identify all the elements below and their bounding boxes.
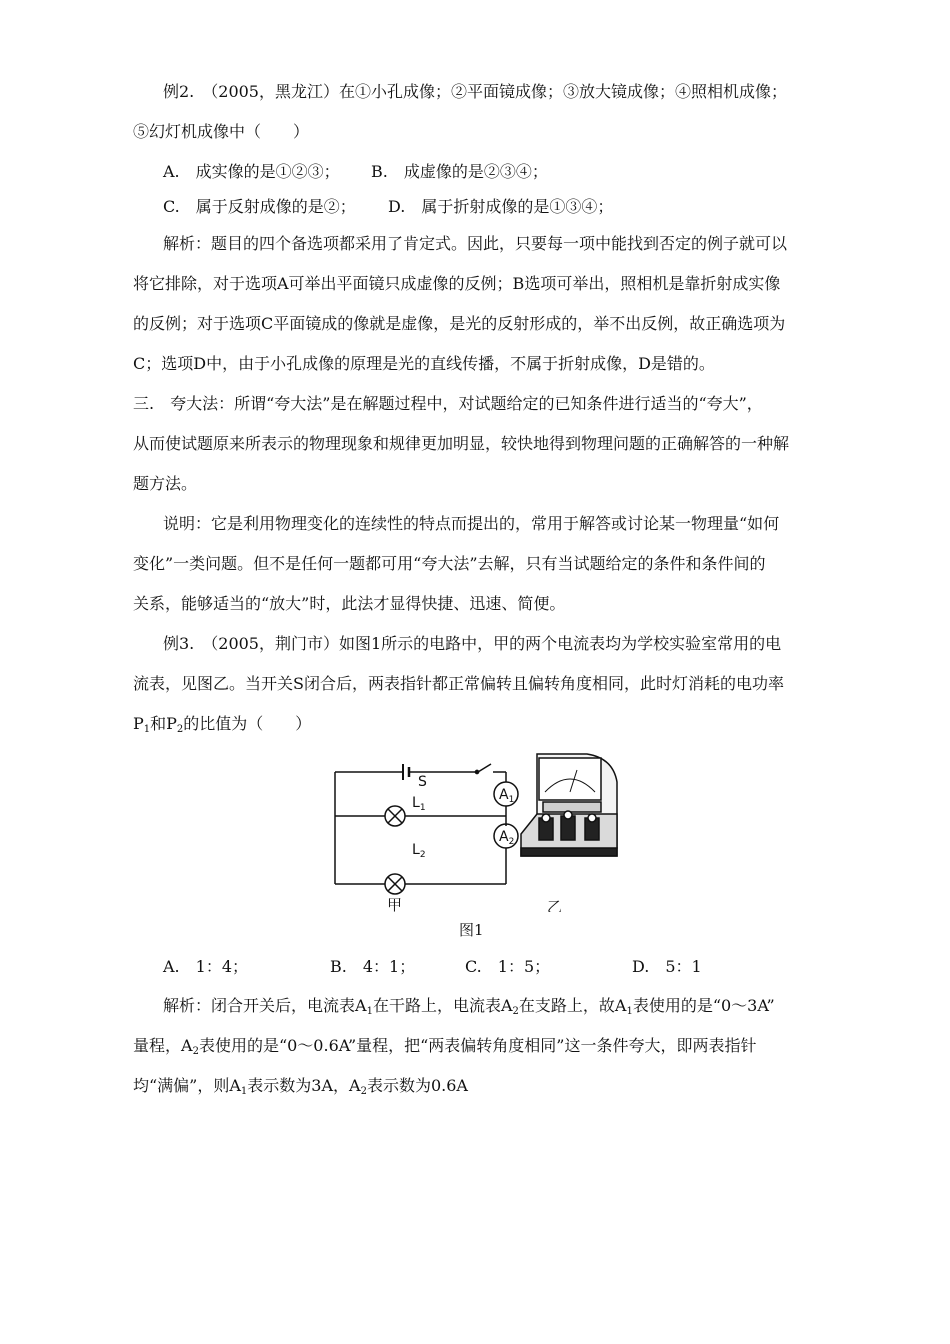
analysis2-line-2: 量程，$A_2$表使用的是“0～0.6A”量程，把“两表偏转角度相同”这一条件夸大，即两表指针 [133, 1036, 757, 1057]
ex3-question-line-1: 例3. （2005，荆门市）如图1所示的电路中，甲的两个电流表均为学校实验室常用的电 [163, 634, 782, 653]
note-line-1: 说明：它是利用物理变化的连续性的特点而提出的，常用于解答或讨论某一物理量“如何 [163, 514, 780, 533]
analysis2-line-1: 解析：闭合开关后，电流表$A_1$在干路上，电流表$A_2$在支路上，故$A_1$表使用的是“0～3A” [163, 996, 775, 1017]
ex3-question-line-2: 流表，见图乙。当开关S闭合后，两表指针都正常偏转且偏转角度相同，此时灯消耗的电功率 [133, 674, 784, 693]
ex3-option-a: A. 1：4； [163, 957, 249, 976]
figure-1 [325, 752, 625, 912]
ex3-option-c: C. 1：5； [465, 957, 551, 976]
label-l1: $L_1$ [412, 795, 426, 813]
ex2-option-d: D. 属于折射成像的是①③④； [388, 197, 614, 216]
circuit-and-ammeter-figure [325, 752, 625, 912]
label-a2: $A_2$ [499, 829, 515, 847]
note-line-2: 变化”一类问题。但不是任何一题都可用“夸大法”去解，只有当试题给定的条件和条件间的 [133, 554, 766, 573]
ex2-option-a: A. 成实像的是①②③； [163, 162, 340, 181]
analysis1-line-1: 解析：题目的四个备选项都采用了肯定式。因此，只要每一项中能找到否定的例子就可以 [163, 234, 788, 253]
analysis1-line-2: 将它排除，对于选项A可举出平面镜只成虚像的反例；B选项可举出，照相机是靠折射成实像 [133, 274, 781, 293]
label-jia: 甲 [387, 896, 403, 912]
label-s: S [418, 774, 427, 790]
analysis2-line-3: 均“满偏”，则$A_1$表示数为3A，$A_2$表示数为0.6A [133, 1076, 468, 1097]
ex3-question-line-3: $P_1$和$P_2$的比值为（ ） [133, 714, 312, 735]
analysis1-line-4: C；选项D中，由于小孔成像的原理是光的直线传播，不属于折射成像，D是错的。 [133, 354, 715, 373]
ex2-question-line-1: 例2. （2005，黑龙江）在①小孔成像；②平面镜成像；③放大镜成像；④照相机成像； [163, 82, 787, 101]
ex2-option-c: C. 属于反射成像的是②； [163, 197, 356, 216]
ex2-option-b: B. 成虚像的是②③④； [371, 162, 548, 181]
label-a1: $A_1$ [499, 787, 515, 805]
ex2-question-line-2: ⑤幻灯机成像中（ ） [133, 122, 310, 141]
label-yi: 乙 [547, 898, 563, 912]
ex3-option-d: D. 5：1 [632, 957, 702, 976]
section3-line-3: 题方法。 [133, 474, 198, 493]
ammeter-device-picture [521, 754, 617, 856]
section3-line-2: 从而使试题原来所表示的物理现象和规律更加明显，较快地得到物理问题的正确解答的一种解 [133, 434, 790, 453]
ex3-option-b: B. 4：1； [330, 957, 416, 976]
note-line-3: 关系，能够适当的“放大”时，此法才显得快捷、迅速、简便。 [133, 594, 566, 613]
figure-caption: 图1 [459, 921, 484, 939]
analysis1-line-3: 的反例；对于选项C平面镜成的像就是虚像，是光的反射形成的，举不出反例，故正确选项为 [133, 314, 786, 333]
label-l2: $L_2$ [412, 842, 426, 860]
section3-line-1: 三. 夸大法：所谓“夸大法”是在解题过程中，对试题给定的已知条件进行适当的“夸大”， [133, 394, 763, 413]
